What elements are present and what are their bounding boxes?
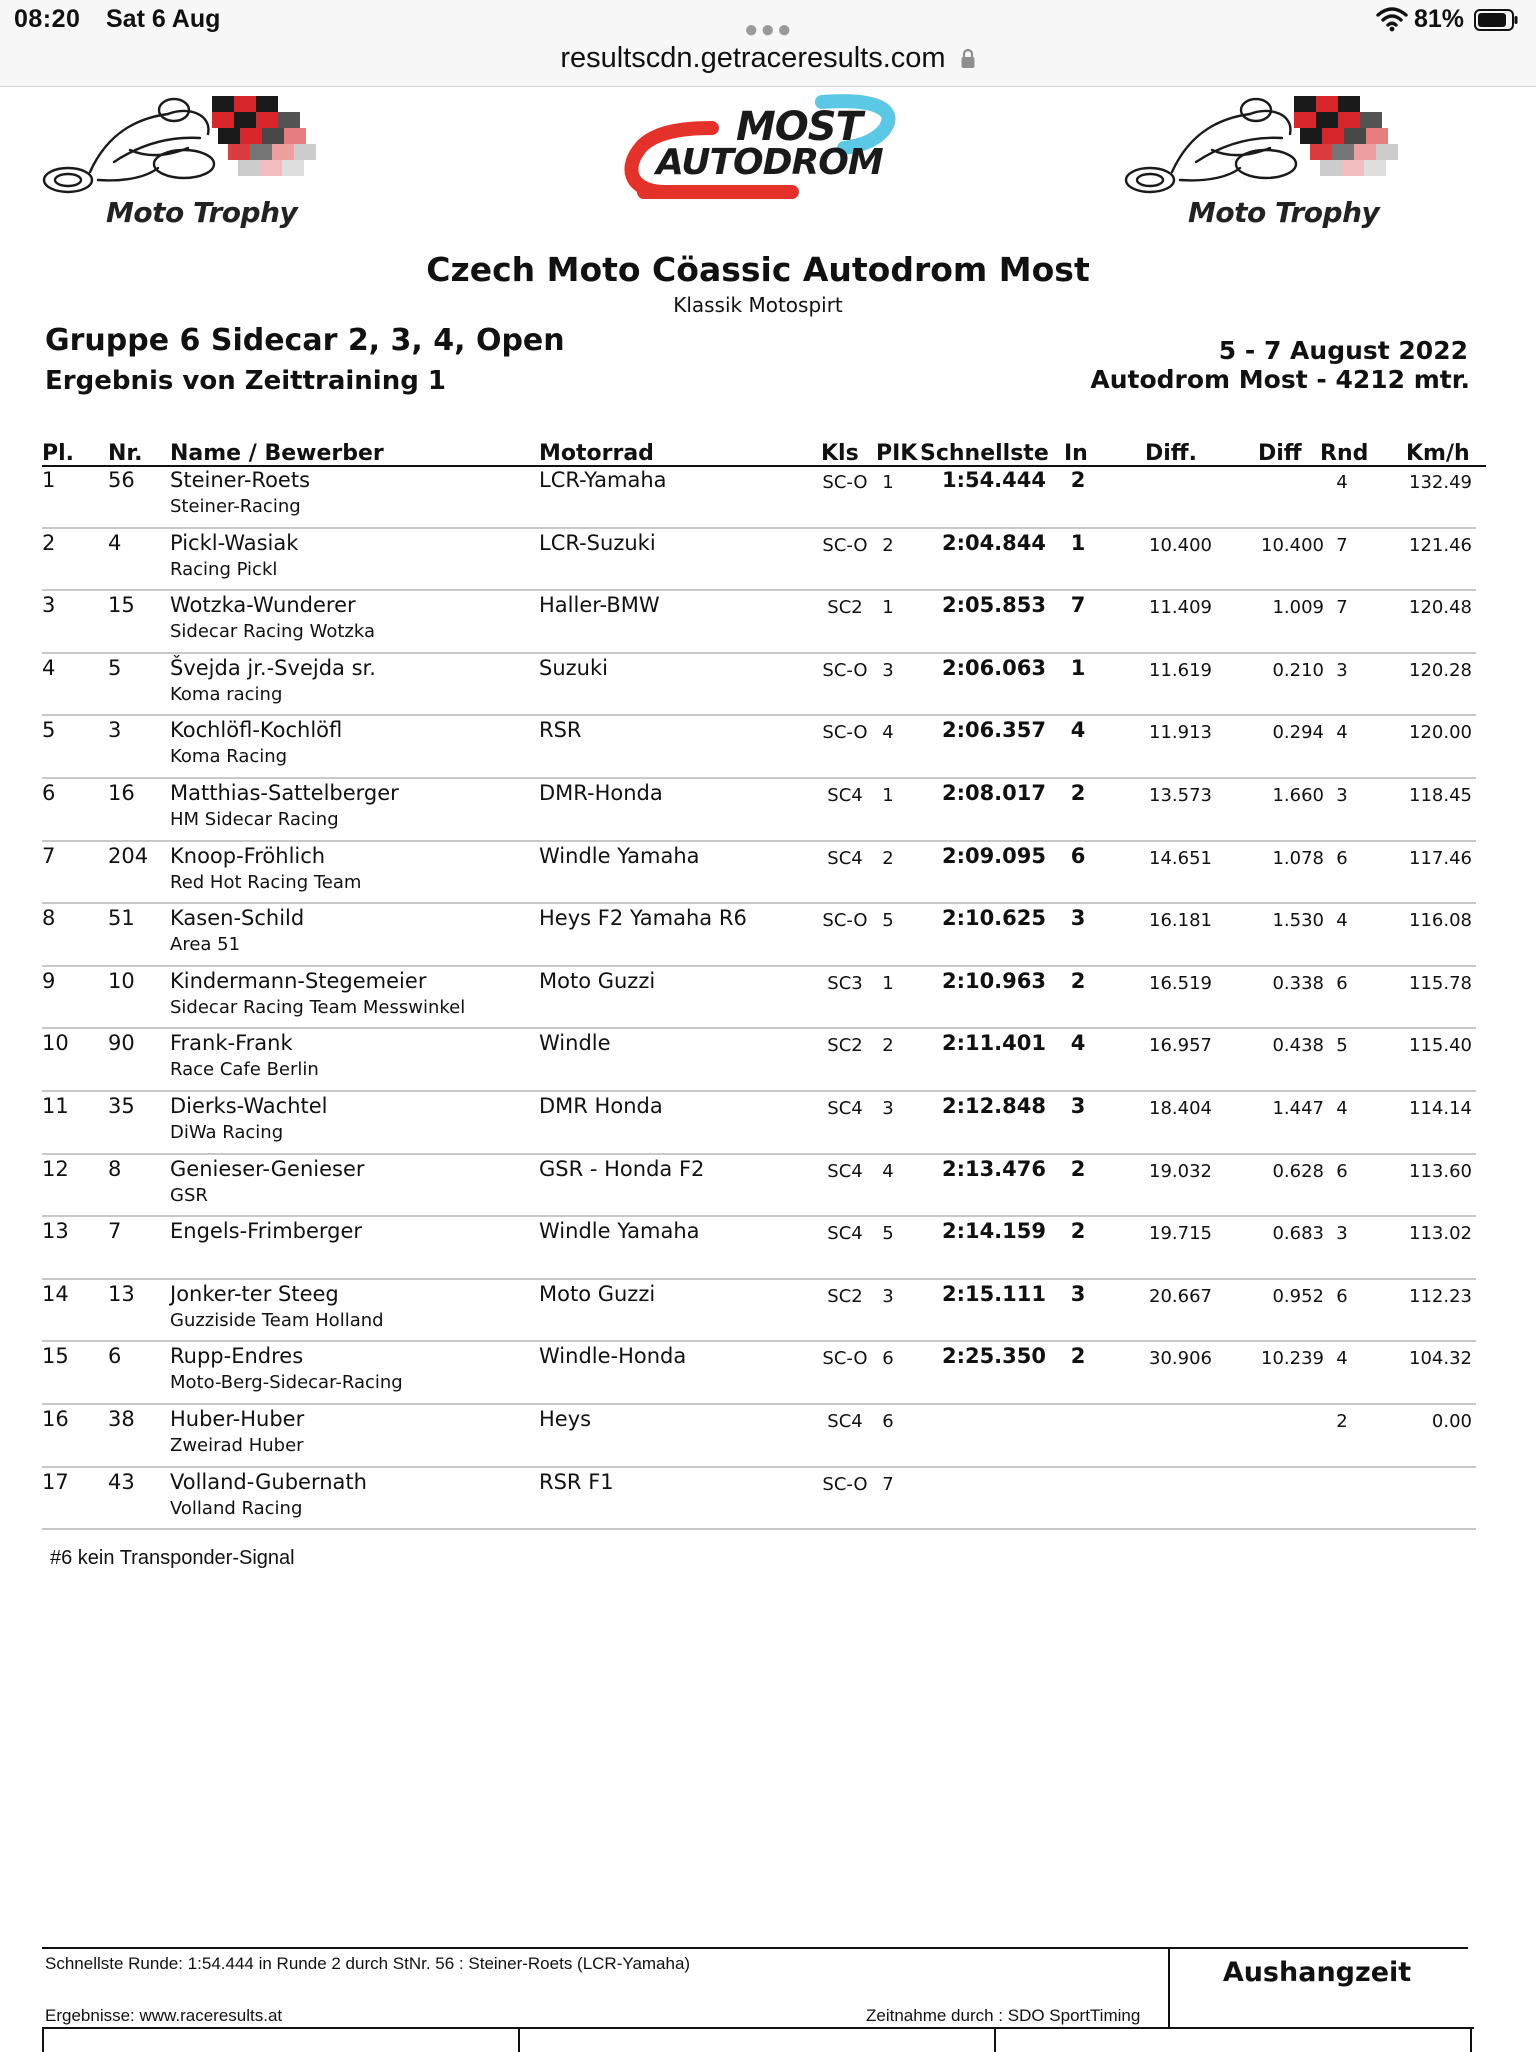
cell-motorrad: GSR - Honda F2 [539,1156,705,1181]
cell-motorrad: LCR-Suzuki [539,530,656,555]
cell-diff1: 11.409 [1149,597,1212,619]
col-rnd: Rnd [1320,441,1369,466]
cell-schnellste: 2:14.159 [941,1219,1046,1244]
cell-motorrad: Windle-Honda [539,1344,687,1369]
cell-pl: 11 [42,1093,69,1118]
cell-in: 3 [1070,1281,1086,1306]
cell-nr: 4 [108,530,122,555]
cell-nr: 38 [108,1406,135,1431]
checkered-flag-icon [1294,96,1398,176]
signature-box [994,2029,996,2052]
cell-kmh: 104.32 [1409,1348,1472,1370]
cell-motorrad: DMR Honda [539,1093,663,1118]
table-row [42,1342,1476,1405]
cell-motorrad: Suzuki [539,655,608,680]
cell-rnd: 4 [1336,910,1348,932]
table-row [42,1280,1476,1343]
cell-diff1: 30.906 [1149,1348,1212,1370]
cell-diff1: 20.667 [1149,1285,1212,1307]
cell-pik: 4 [882,1160,894,1182]
col-in: In [1064,441,1088,466]
cell-kls: SC-O [822,534,868,556]
col-kls: Kls [821,441,859,466]
cell-kls: SC4 [827,1410,863,1432]
cell-name: Frank-Frank [170,1031,293,1056]
cell-team: Guzziside Team Holland [170,1309,384,1331]
checkered-flag-icon [212,96,316,176]
cell-diff2: 0.628 [1272,1160,1324,1182]
cell-motorrad: DMR-Honda [539,780,663,805]
cell-nr: 3 [108,718,122,743]
cell-in: 2 [1070,968,1086,993]
results-table-body [42,466,1476,1530]
battery-icon [1474,9,1518,31]
cell-team: Volland Racing [170,1497,303,1519]
cell-pl: 14 [42,1281,69,1306]
cell-team: Sidecar Racing Wotzka [170,621,375,643]
cell-in: 2 [1070,1156,1086,1181]
table-row [42,654,1476,717]
cell-diff1: 13.573 [1149,784,1212,806]
cell-name: Kindermann-Stegemeier [170,968,427,993]
col-pl: Pl. [42,441,75,466]
cell-name: Kochlöfl-Kochlöfl [170,718,343,743]
cell-kmh: 115.40 [1409,1035,1472,1057]
transponder-note: #6 kein Transponder-Signal [50,1547,295,1569]
cell-name: Dierks-Wachtel [170,1093,328,1118]
cell-kls: SC4 [827,1223,863,1245]
cell-team: Race Cafe Berlin [170,1059,319,1081]
cell-kls: SC3 [827,972,863,994]
cell-schnellste: 2:12.848 [941,1093,1046,1118]
cell-pik: 1 [882,472,894,493]
table-row [42,591,1476,654]
cell-name: Rupp-Endres [170,1344,304,1369]
status-time: 08:20 [14,5,81,33]
cell-pl: 3 [42,593,56,618]
cell-nr: 10 [108,968,135,993]
table-row [42,1468,1476,1531]
cell-schnellste: 2:25.350 [941,1344,1046,1369]
cell-schnellste: 2:15.111 [941,1281,1046,1306]
col-pik: PIK [876,441,918,466]
session-title: Ergebnis von Zeittraining 1 [45,366,446,396]
cell-rnd: 6 [1336,1160,1348,1182]
lock-icon [960,48,976,70]
cell-motorrad: Moto Guzzi [539,1281,656,1306]
track-info: Autodrom Most - 4212 mtr. [1090,365,1470,394]
col-name: Name / Bewerber [170,441,384,466]
cell-rnd: 6 [1336,1285,1348,1307]
cell-kls: SC4 [827,847,863,869]
cell-in: 2 [1070,780,1086,805]
cell-rnd: 3 [1336,784,1348,806]
url-text: resultscdn.getraceresults.com [560,42,946,74]
cell-pl: 6 [42,780,56,805]
cell-in: 4 [1070,1031,1086,1056]
cell-pik: 6 [882,1348,894,1370]
cell-name: Wotzka-Wunderer [170,593,356,618]
table-row [42,1092,1476,1155]
footer-divider [1168,1949,1170,2027]
cell-diff2: 0.952 [1272,1285,1324,1307]
cell-diff2: 1.530 [1272,910,1324,932]
cell-nr: 51 [108,906,135,931]
cell-in: 4 [1070,718,1086,743]
cell-schnellste: 2:10.625 [941,906,1046,931]
cell-nr: 13 [108,1281,135,1306]
cell-pik: 3 [882,1097,894,1119]
cell-diff2: 0.210 [1272,659,1324,681]
results-table-header [42,441,1486,467]
cell-diff1: 16.957 [1149,1035,1212,1057]
cell-diff1: 14.651 [1149,847,1212,869]
cell-motorrad: LCR-Yamaha [539,468,667,492]
cell-diff2: 1.447 [1272,1097,1324,1119]
cell-name: Kasen-Schild [170,906,305,931]
cell-kmh: 116.08 [1409,910,1472,932]
cell-in: 2 [1070,1219,1086,1244]
cell-rnd: 4 [1336,1348,1348,1370]
cell-schnellste: 2:05.853 [941,593,1046,618]
cell-pl: 17 [42,1469,69,1494]
cell-team: Koma Racing [170,746,288,768]
cell-pik: 2 [882,534,894,556]
cell-motorrad: Windle Yamaha [539,1219,700,1244]
cell-team: Zweirad Huber [170,1434,304,1456]
moto-trophy-logo-right [1120,92,1470,212]
cell-kls: SC-O [822,1348,868,1370]
col-schnellste: Schnellste [920,441,1049,466]
cell-pik: 5 [882,910,894,932]
signature-box [518,2029,520,2052]
cell-team: Red Hot Racing Team [170,871,362,893]
cell-in: 6 [1070,843,1086,868]
cell-pl: 4 [42,655,56,680]
results-website: Ergebnisse: www.raceresults.at [45,2006,283,2025]
cell-rnd: 4 [1336,1097,1348,1119]
cell-name: Švejda jr.-Svejda sr. [170,655,376,680]
cell-nr: 56 [108,468,135,492]
cell-diff2: 1.078 [1272,847,1324,869]
logo-caption-left: Moto Trophy [106,196,298,229]
cell-pik: 1 [882,597,894,619]
cell-diff2: 0.338 [1272,972,1324,994]
cell-rnd: 6 [1336,847,1348,869]
cell-team: GSR [170,1184,208,1206]
cell-pik: 3 [882,659,894,681]
cell-pl: 2 [42,530,56,555]
cell-pik: 4 [882,722,894,744]
col-diff1: Diff. [1145,441,1197,466]
table-row [42,466,1476,529]
cell-in: 3 [1070,1093,1086,1118]
address-bar[interactable] [0,42,1536,75]
cell-rnd: 6 [1336,972,1348,994]
cell-team: Steiner-Racing [170,496,301,517]
col-kmh: Km/h [1406,441,1470,466]
signature-box [42,2029,44,2052]
cell-pik: 1 [882,784,894,806]
posting-time-label: Aushangzeit [1222,1957,1412,1988]
cell-team: Moto-Berg-Sidecar-Racing [170,1372,403,1394]
footer [42,1947,1468,2050]
col-nr: Nr. [108,441,143,466]
cell-name: Steiner-Roets [170,468,311,492]
cell-kmh: 117.46 [1409,847,1472,869]
cell-pl: 10 [42,1031,69,1056]
cell-diff1: 16.181 [1149,910,1212,932]
cell-name: Matthias-Sattelberger [170,780,399,805]
cell-schnellste: 2:06.357 [941,718,1046,743]
cell-team: HM Sidecar Racing [170,808,339,830]
battery-percent: 81% [1414,5,1465,33]
cell-team: DiWa Racing [170,1121,284,1143]
col-diff2: Diff [1258,441,1302,466]
cell-pl: 13 [42,1219,69,1244]
cell-rnd: 2 [1336,1410,1348,1432]
cell-diff1: 11.619 [1149,659,1212,681]
signature-boxes [42,2027,1474,2052]
event-title: Czech Moto Cöassic Autodrom Most [426,250,1090,289]
cell-kls: SC4 [827,1097,863,1119]
cell-nr: 8 [108,1156,122,1181]
cell-motorrad: Heys [539,1406,592,1431]
cell-kmh: 120.28 [1409,659,1472,681]
cell-pl: 12 [42,1156,69,1181]
table-row [42,842,1476,905]
cell-motorrad: Moto Guzzi [539,968,656,993]
cell-pl: 15 [42,1344,69,1369]
moto-trophy-logo-left [38,92,388,212]
cell-pik: 1 [882,972,894,994]
timing-provider: Zeitnahme durch : SDO SportTiming [866,2006,1141,2025]
cell-kls: SC-O [822,659,868,681]
cell-diff2: 10.239 [1261,1348,1324,1370]
cell-in: 3 [1070,906,1086,931]
cell-kls: SC4 [827,784,863,806]
cell-pik: 5 [882,1223,894,1245]
cell-pl: 16 [42,1406,69,1431]
cell-in: 1 [1070,530,1086,555]
table-row [42,1155,1476,1218]
table-row [42,967,1476,1030]
cell-diff1: 16.519 [1149,972,1212,994]
cell-diff1: 18.404 [1149,1097,1212,1119]
table-row [42,529,1476,592]
cell-pl: 7 [42,843,56,868]
cell-diff2: 0.683 [1272,1223,1324,1245]
cell-schnellste: 2:06.063 [941,655,1046,680]
cell-motorrad: RSR [539,718,582,743]
cell-schnellste: 2:08.017 [941,780,1046,805]
cell-diff2: 0.294 [1272,722,1324,744]
cell-diff1: 10.400 [1149,534,1212,556]
cell-pl: 5 [42,718,56,743]
cell-motorrad: Windle Yamaha [539,843,700,868]
wifi-icon [1376,6,1408,32]
status-bar [0,0,1536,87]
cell-team: Racing Pickl [170,558,278,580]
cell-nr: 15 [108,593,135,618]
cell-schnellste: 2:10.963 [941,968,1046,993]
cell-motorrad: Windle [539,1031,611,1056]
cell-in: 1 [1070,655,1086,680]
cell-kmh: 120.48 [1409,597,1472,619]
cell-nr: 35 [108,1093,135,1118]
cell-pik: 6 [882,1410,894,1432]
cell-kls: SC2 [827,597,863,619]
cell-kmh: 121.46 [1409,534,1472,556]
cell-kls: SC-O [822,910,868,932]
cell-nr: 204 [108,843,149,868]
table-row [42,1217,1476,1280]
cell-kls: SC2 [827,1285,863,1307]
cell-kls: SC2 [827,1035,863,1057]
cell-name: Genieser-Genieser [170,1156,365,1181]
logo-autodrom-word: AUTODROM [656,142,883,183]
table-row [42,1029,1476,1092]
cell-diff2: 10.400 [1261,534,1324,556]
cell-rnd: 7 [1336,597,1348,619]
logo-caption-right: Moto Trophy [1188,196,1380,229]
cell-name: Jonker-ter Steeg [170,1281,339,1306]
cell-nr: 43 [108,1469,135,1494]
fastest-lap-line: Schnellste Runde: 1:54.444 in Runde 2 durch StNr. 56 : Steiner-Roets (LCR-Yamaha) [45,1954,691,1973]
cell-team: Koma racing [170,683,283,705]
cell-name: Huber-Huber [170,1406,305,1431]
cell-kls: SC-O [822,1473,868,1495]
cell-schnellste: 2:09.095 [941,843,1046,868]
cell-rnd: 4 [1336,722,1348,744]
table-row [42,904,1476,967]
cell-rnd: 7 [1336,534,1348,556]
cell-in: 7 [1070,593,1086,618]
cell-team: Area 51 [170,934,241,956]
cell-nr: 7 [108,1219,122,1244]
cell-kls: SC4 [827,1160,863,1182]
cell-kmh: 113.02 [1409,1223,1472,1245]
cell-diff2: 1.009 [1272,597,1324,619]
cell-team: Sidecar Racing Team Messwinkel [170,996,466,1018]
status-date: Sat 6 Aug [106,5,221,33]
cell-kmh: 118.45 [1409,784,1472,806]
cell-nr: 5 [108,655,122,680]
cell-pik: 7 [882,1473,894,1495]
cell-pl: 9 [42,968,56,993]
cell-diff2: 1.660 [1272,784,1324,806]
cell-name: Knoop-Fröhlich [170,843,326,868]
cell-kmh: 120.00 [1409,722,1472,744]
cell-kmh: 113.60 [1409,1160,1472,1182]
cell-schnellste: 1:54.444 [941,468,1046,492]
cell-name: Volland-Gubernath [170,1469,367,1494]
cell-kmh: 0.00 [1431,1410,1472,1432]
cell-schnellste: 2:13.476 [941,1156,1046,1181]
cell-schnellste: 2:11.401 [941,1031,1046,1056]
cell-kmh: 115.78 [1409,972,1472,994]
multitask-dots-icon[interactable]: ●●● [744,16,794,43]
cell-nr: 90 [108,1031,135,1056]
cell-nr: 6 [108,1344,122,1369]
cell-schnellste: 2:04.844 [941,530,1046,555]
cell-motorrad: Haller-BMW [539,593,660,618]
group-title: Gruppe 6 Sidecar 2, 3, 4, Open [45,323,565,358]
event-dates: 5 - 7 August 2022 [1218,336,1468,365]
cell-diff1: 19.715 [1149,1223,1212,1245]
cell-in: 2 [1070,468,1086,492]
cell-name: Pickl-Wasiak [170,530,299,555]
cell-pik: 2 [882,1035,894,1057]
cell-pl: 1 [42,468,56,492]
cell-kmh: 112.23 [1409,1285,1472,1307]
cell-in: 2 [1070,1344,1086,1369]
cell-rnd: 3 [1336,1223,1348,1245]
cell-kls: SC-O [822,722,868,744]
cell-diff1: 19.032 [1149,1160,1212,1182]
cell-motorrad: RSR F1 [539,1469,614,1494]
cell-diff1: 11.913 [1149,722,1212,744]
cell-rnd: 3 [1336,659,1348,681]
table-row [42,779,1476,842]
cell-rnd: 5 [1336,1035,1348,1057]
event-subtitle: Klassik Motospirt [673,293,843,317]
col-motorrad: Motorrad [539,441,654,466]
signature-box [1470,2029,1472,2052]
table-row [42,716,1476,779]
table-row [42,1405,1476,1468]
cell-kls: SC-O [822,472,868,493]
cell-pik: 3 [882,1285,894,1307]
cell-name: Engels-Frimberger [170,1219,363,1244]
logo-most-word: MOST [736,104,862,150]
cell-rnd: 4 [1336,472,1348,493]
cell-pl: 8 [42,906,56,931]
cell-nr: 16 [108,780,135,805]
cell-kmh: 114.14 [1409,1097,1472,1119]
cell-diff2: 0.438 [1272,1035,1324,1057]
cell-kmh: 132.49 [1409,472,1472,493]
cell-motorrad: Heys F2 Yamaha R6 [539,906,747,931]
cell-pik: 2 [882,847,894,869]
